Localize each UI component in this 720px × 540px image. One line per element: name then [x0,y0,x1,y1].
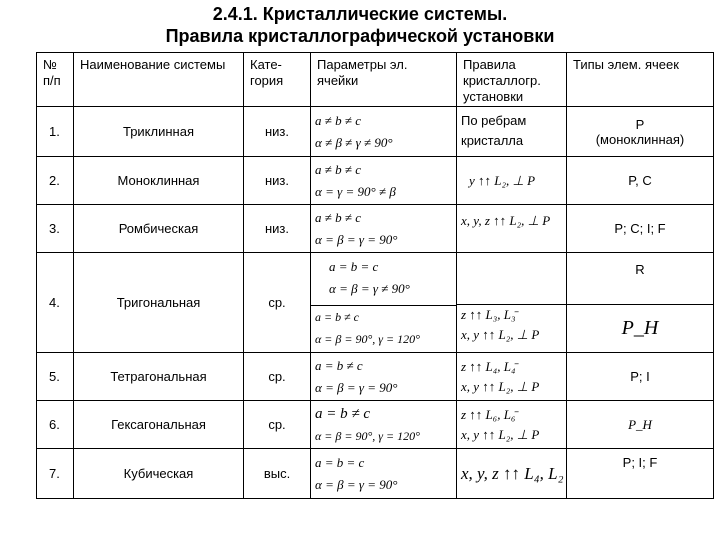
system-name: Тетрагональная [74,353,244,401]
param-lengths: a ≠ b ≠ c [315,161,362,177]
table-row [37,253,714,353]
type-line-1: P_H [628,416,652,432]
param-lengths: a ≠ b ≠ c [315,112,362,128]
cell-params [311,449,457,499]
system-name: Гексагональная [74,401,244,449]
table-row [37,107,714,157]
cell-params [311,205,457,253]
rule-line-1: x, y, z ↑↑ L₂, ⊥ P [461,213,551,228]
page-title-line-2: Правила кристаллографической установки [165,26,555,46]
type-line-1: P; C; I; F [614,221,666,236]
system-name: Моноклинная [74,157,244,205]
rule-line-1: y ↑↑ L₂, ⊥ P [469,172,536,188]
system-name: Триклинная [74,107,244,157]
cell-rules [457,353,567,401]
cell-types [567,353,714,401]
type-line-1: P, C [628,173,652,188]
system-category: ср. [244,401,311,449]
rules-empty [457,254,566,305]
param-angles: α = β = 90°, γ = 120° [315,331,420,346]
param-angles: α = β = γ = 90° [315,231,398,247]
type-line-1: P [635,116,645,132]
cell-rules [457,107,567,157]
system-category: низ. [244,107,311,157]
cell-params [311,157,457,205]
row-num: 3. [37,205,74,253]
system-name: Ромбическая [74,205,244,253]
param-lengths: a = b = c [329,258,379,274]
system-category: ср. [244,253,311,353]
header-params: Параметры эл. ячейки [311,53,457,107]
table-row [37,205,714,253]
cell-types [567,107,714,157]
rule-line-1: z ↑↑ L₃, L₃̄ [461,307,516,322]
rule-line-1: z ↑↑ L₆, L₆̄ [461,406,516,422]
cell-params [311,353,457,401]
system-category: выс. [244,449,311,499]
table-row [37,401,714,449]
cell-types [567,157,714,205]
system-category: низ. [244,205,311,253]
row-num: 1. [37,107,74,157]
cell-params [311,401,457,449]
rule-line-1: x, y, z ↑↑ L₄, L₂ [461,463,564,483]
param-lengths: a = b ≠ c [315,309,360,324]
rule-line-1: По ребрам [461,113,527,128]
cell-params [311,107,457,157]
cell-params [311,253,457,353]
cell-rules [457,401,567,449]
row-num: 4. [37,253,74,353]
param-angles: α = β = γ = 90° [315,476,398,492]
crystal-systems-table [36,52,714,499]
header-row [37,53,714,107]
param-angles: α = β = γ = 90° [315,379,398,395]
param-angles: α = γ = 90° ≠ β [315,183,396,199]
cell-types [567,401,714,449]
cell-rules [457,449,567,499]
param-angles: α = β = 90°, γ = 120° [315,428,420,443]
page-title-line-1: 2.4.1. Кристаллические системы. [212,4,508,24]
system-category: ср. [244,353,311,401]
row-num: 7. [37,449,74,499]
row-num: 2. [37,157,74,205]
type-line-2: P_H [621,317,659,339]
row-num: 5. [37,353,74,401]
param-lengths: a ≠ b ≠ c [315,209,362,225]
rule-line-2: кристалла [461,133,524,148]
type-line-1: R [567,254,713,305]
cell-rules [457,253,567,353]
param-lengths: a = b = c [315,454,365,470]
rule-line-2: x, y ↑↑ L₂, ⊥ P [461,378,540,394]
type-line-2: (моноклинная) [595,131,685,147]
type-line-1: P; I [630,369,650,384]
rule-line-2: x, y ↑↑ L₂, ⊥ P [461,426,540,442]
header-num: № п/п [37,53,74,107]
cell-types [567,253,714,353]
param-lengths: a = b ≠ c [315,405,371,422]
rules-hexagonal-setting [457,305,566,351]
header-types: Типы элем. ячеек [567,53,714,107]
header-category: Кате-гория [244,53,311,107]
cell-types [567,205,714,253]
system-category: низ. [244,157,311,205]
param-angles: α = β = γ ≠ 90° [329,280,410,296]
system-name: Тригональная [74,253,244,353]
cell-rules [457,157,567,205]
header-name: Наименование системы [74,53,244,107]
param-angles: α ≠ β ≠ γ ≠ 90° [315,134,393,150]
params-hexagonal-setting [311,306,456,352]
param-lengths: a = b ≠ c [315,357,363,373]
cell-types [567,449,714,499]
table-row [37,449,714,499]
cell-rules [457,205,567,253]
row-num: 6. [37,401,74,449]
params-rhombohedral [311,254,456,306]
rule-line-2: x, y ↑↑ L₂, ⊥ P [461,327,540,342]
rule-line-1: z ↑↑ L₄, L₄̄ [461,358,516,374]
table-row [37,157,714,205]
system-name: Кубическая [74,449,244,499]
type-line-1: P; I; F [622,455,658,470]
header-rules: Правила кристаллогр. установки [457,53,567,107]
table-row [37,353,714,401]
